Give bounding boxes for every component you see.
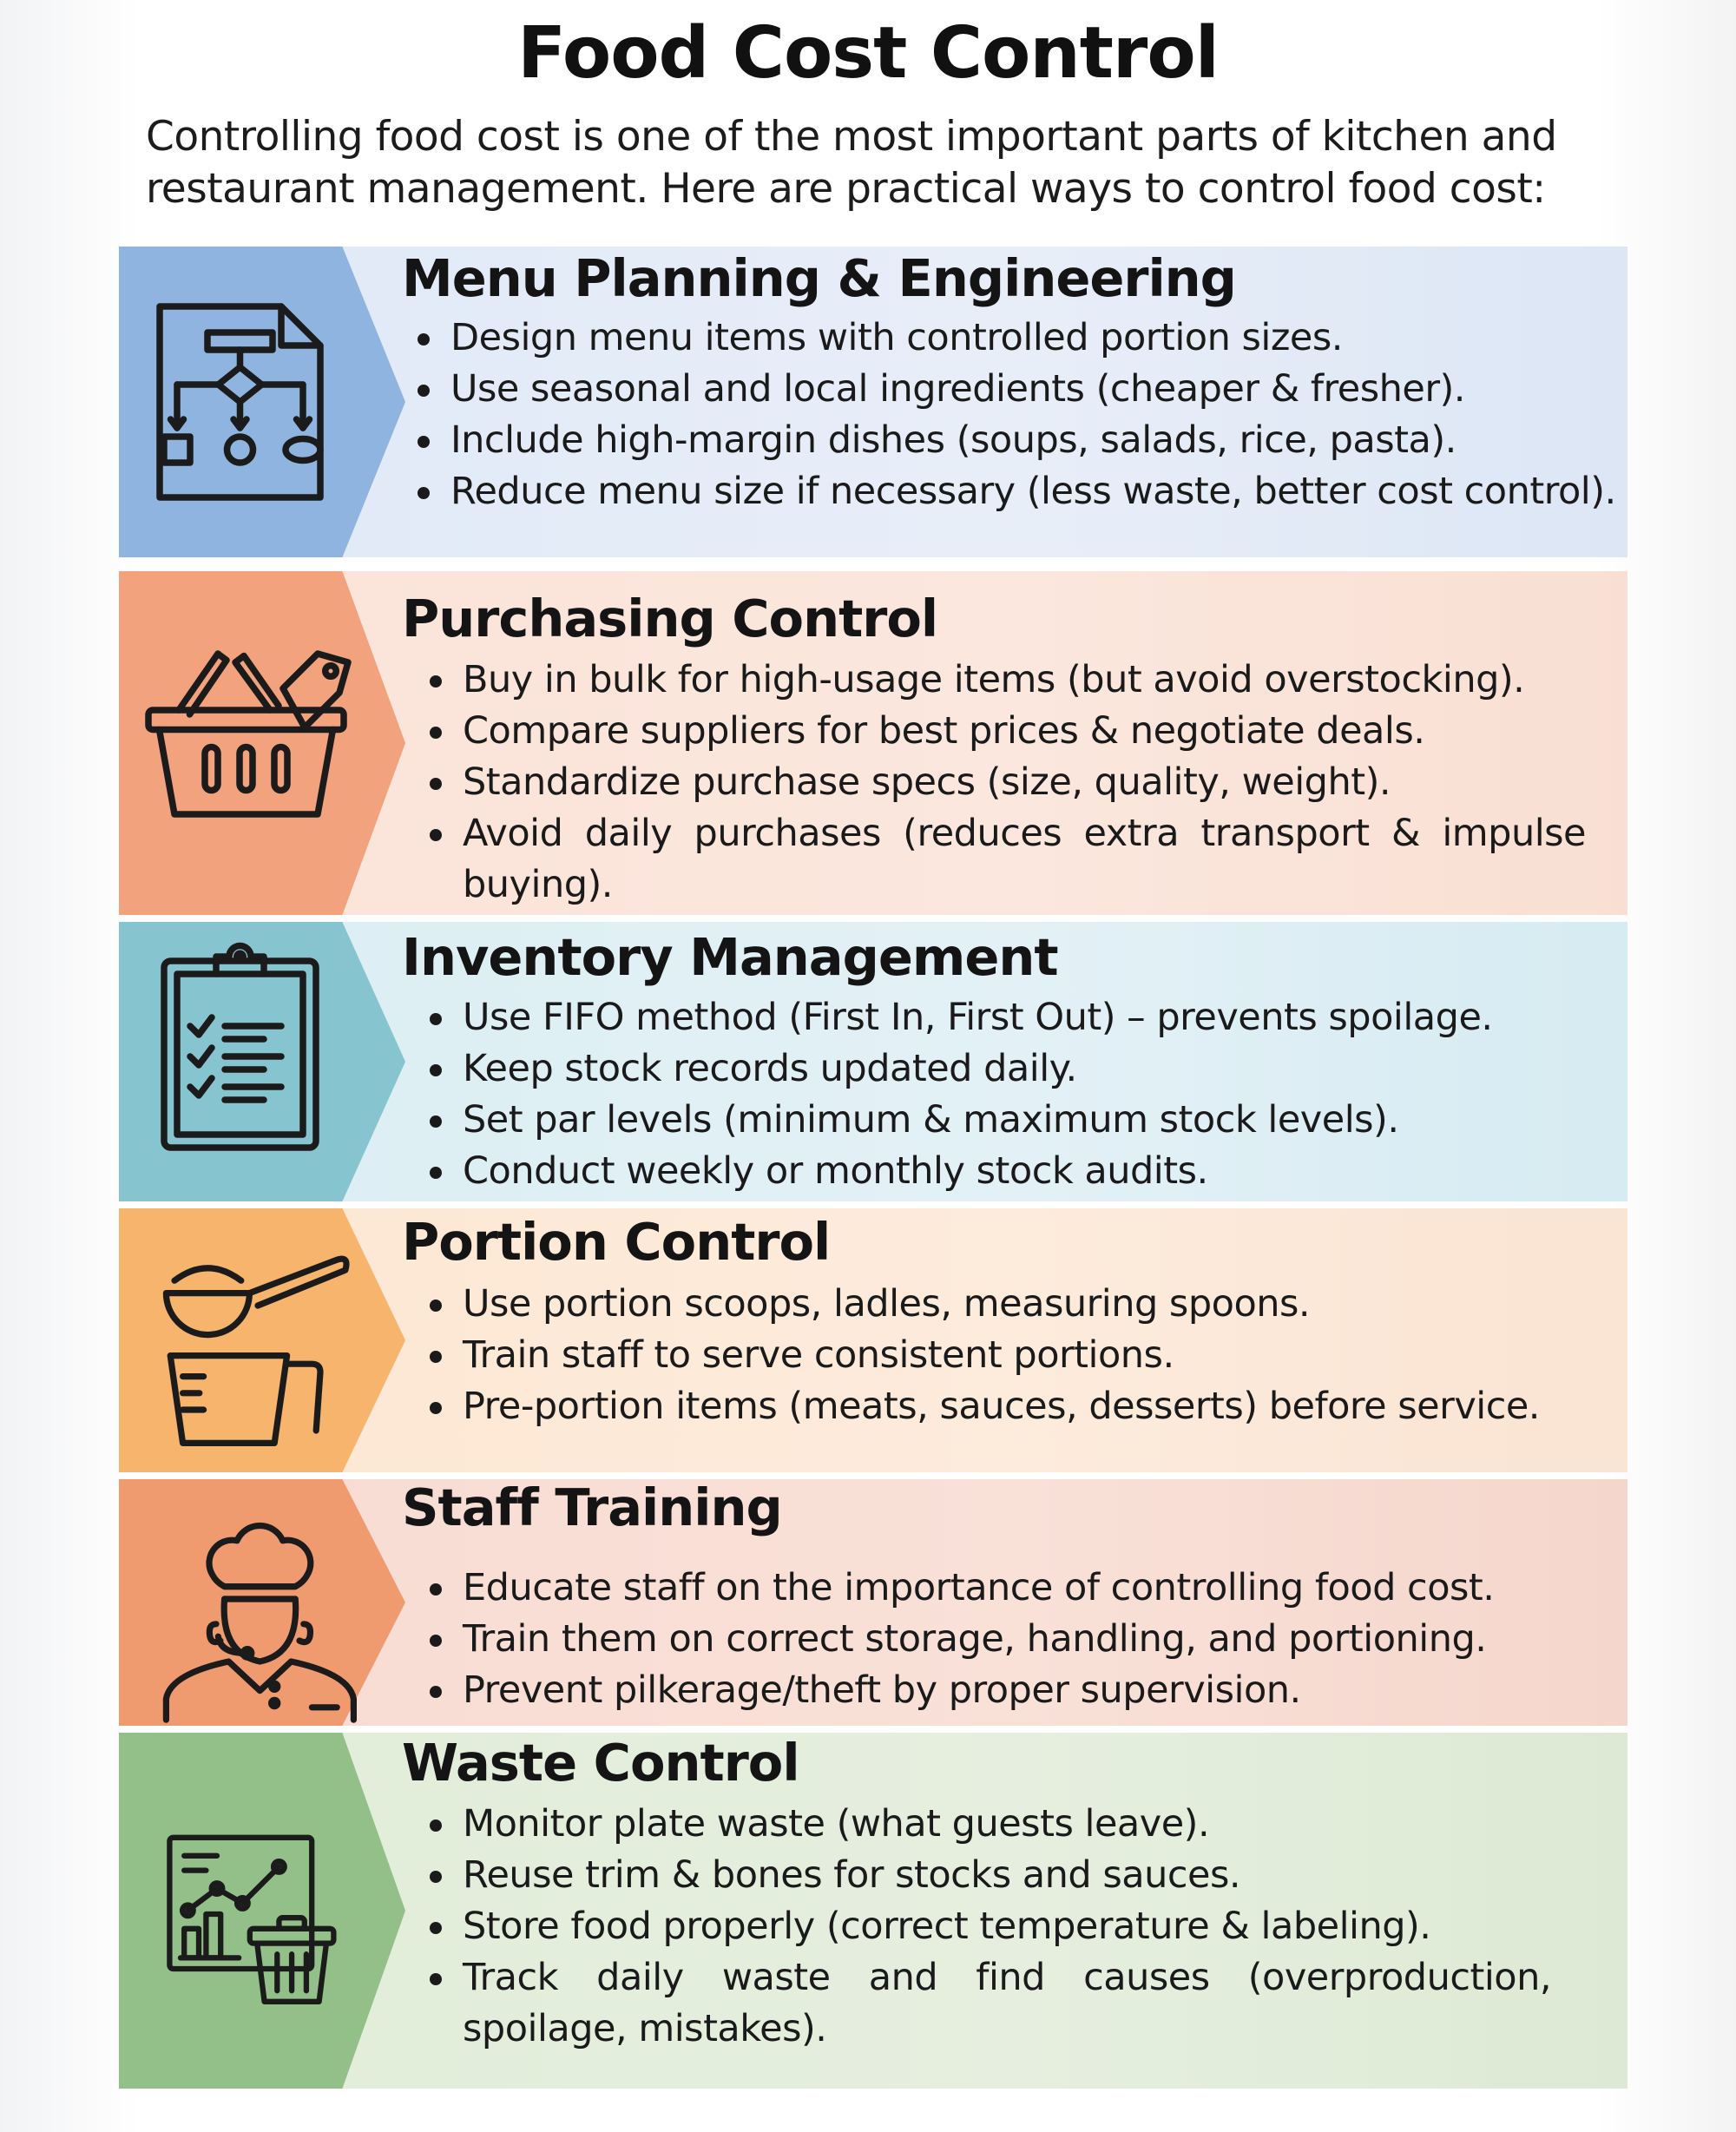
chef-icon — [154, 1516, 362, 1724]
section-title: Waste Control — [402, 1733, 799, 1793]
section-staff-training — [119, 1479, 1628, 1726]
list-item: Conduct weekly or monthly stock audits. — [423, 1146, 1493, 1197]
measuring-scoop-icon — [154, 1234, 362, 1460]
section-title: Purchasing Control — [402, 589, 938, 648]
list-item: Set par levels (minimum & maximum stock levels). — [423, 1095, 1493, 1146]
list-item: Reduce menu size if necessary (less waste, better cost control). — [411, 466, 1616, 517]
section-purchasing-control — [119, 571, 1628, 915]
section-title: Menu Planning & Engineering — [402, 248, 1236, 308]
bullet-list — [423, 992, 1493, 1197]
list-item: Include high-margin dishes (soups, salads, rice, pasta). — [411, 415, 1616, 466]
bullet-list — [423, 1279, 1540, 1432]
list-item: Monitor plate waste (what guests leave). — [423, 1799, 1551, 1850]
list-item: Standardize purchase specs (size, quality, weight). — [423, 757, 1586, 808]
section-title: Portion Control — [402, 1212, 831, 1272]
list-item: Store food properly (correct temperature & labeling). — [423, 1901, 1551, 1952]
list-item: Use FIFO method (First In, First Out) – prevents spoilage. — [423, 992, 1493, 1043]
section-waste-control — [119, 1733, 1628, 2089]
section-title: Staff Training — [402, 1477, 782, 1537]
list-item: Use portion scoops, ladles, measuring spoons. — [423, 1279, 1540, 1330]
list-item: Train staff to serve consistent portions. — [423, 1330, 1540, 1381]
clipboard-checklist-icon — [138, 939, 355, 1156]
list-item: Educate staff on the importance of controlling food cost. — [423, 1563, 1494, 1614]
bullet-list — [423, 1563, 1494, 1716]
section-inventory-management — [119, 922, 1628, 1201]
bullet-list — [423, 655, 1586, 911]
list-item: Track daily waste and find causes (overproduction, spoilage, mistakes). — [423, 1952, 1551, 2055]
section-title: Inventory Management — [402, 927, 1058, 987]
list-item: Pre-portion items (meats, sauces, desserts) before service. — [423, 1381, 1540, 1432]
list-item: Keep stock records updated daily. — [423, 1043, 1493, 1095]
shopping-basket-icon — [140, 623, 357, 840]
bullet-list — [423, 1799, 1551, 2055]
list-item: Design menu items with controlled portion sizes. — [411, 313, 1616, 364]
list-item: Use seasonal and local ingredients (cheaper & fresher). — [411, 364, 1616, 415]
menu-flowchart-icon — [138, 293, 355, 510]
list-item: Avoid daily purchases (reduces extra transport & impulse buying). — [423, 808, 1586, 911]
list-item: Buy in bulk for high-usage items (but avoid overstocking). — [423, 655, 1586, 706]
list-item: Prevent pilkerage/theft by proper supervision. — [423, 1665, 1494, 1716]
list-item: Reuse trim & bones for stocks and sauces. — [423, 1850, 1551, 1901]
list-item: Compare suppliers for best prices & negotiate deals. — [423, 706, 1586, 757]
list-item: Train them on correct storage, handling, and portioning. — [423, 1614, 1494, 1665]
bullet-list — [411, 313, 1616, 517]
page-title: Food Cost Control — [517, 12, 1219, 95]
section-menu-planning — [119, 247, 1628, 557]
intro-paragraph: Controlling food cost is one of the most important parts of kitchen and restaurant management. Here are practical ways to control food cost: — [146, 113, 1557, 213]
section-portion-control — [119, 1208, 1628, 1472]
waste-chart-bin-icon — [162, 1823, 345, 2005]
